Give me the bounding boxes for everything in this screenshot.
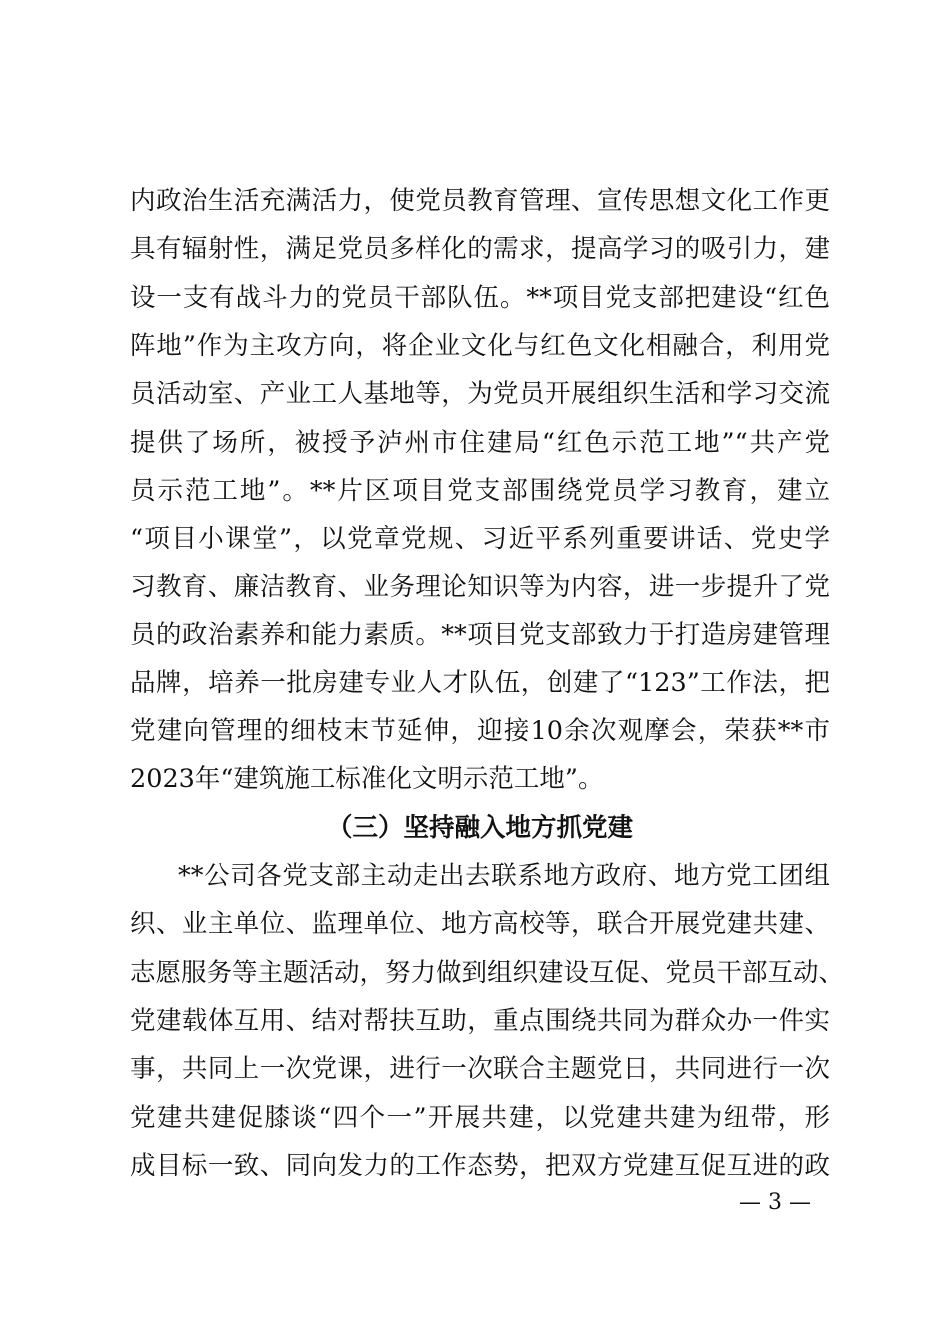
paragraph-line: 志愿服务等主题活动，努力做到组织建设互促、党员干部互动、 [130,958,845,988]
section-heading: （三）坚持融入地方抓党建 [326,813,633,843]
paragraph-line: “项目小课堂”，以党章党规、习近平系列重要讲话、党史学 [130,524,830,554]
paragraph-line: 党建向管理的细枝末节延伸，迎接10余次观摩会，荣获**市 [130,716,830,746]
paragraph-line: 员示范工地”。**片区项目党支部围绕党员学习教育，建立 [130,476,830,506]
paragraph-line: 党建共建促膝谈“四个一”开展共建，以党建共建为纽带，形 [130,1103,830,1133]
paragraph-line: 习教育、廉洁教育、业务理论知识等为内容，进一步提升了党 [130,572,830,602]
paragraph-line: 具有辐射性，满足党员多样化的需求，提高学习的吸引力，建 [130,234,830,264]
page-number: — 3 — [739,1190,811,1215]
paragraph-line: 成目标一致、同向发力的工作态势，把双方党建互促互进的政 [130,1151,830,1181]
paragraph-line: 织、业主单位、监理单位、地方高校等，联合开展党建共建、 [130,909,830,939]
paragraph-line: 阵地”作为主攻方向，将企业文化与红色文化相融合，利用党 [130,331,830,361]
paragraph-line: 设一支有战斗力的党员干部队伍。**项目党支部把建设“红色 [130,283,830,313]
paragraph-line: 提供了场所，被授予泸州市住建局“红色示范工地”“共产党 [130,428,830,458]
paragraph-line: 事，共同上一次党课，进行一次联合主题党日，共同进行一次 [130,1054,830,1084]
paragraph-line: 2023年“建筑施工标准化文明示范工地”。 [130,764,604,794]
paragraph-line: 党建载体互用、结对帮扶互助，重点围绕共同为群众办一件实 [130,1006,830,1036]
paragraph-line: **公司各党支部主动走出去联系地方政府、地方党工团组 [178,861,830,891]
paragraph-line: 内政治生活充满活力，使党员教育管理、宣传思想文化工作更 [130,186,830,216]
paragraph-line: 员的政治素养和能力素质。**项目党支部致力于打造房建管理 [130,620,830,650]
paragraph-line: 品牌，培养一批房建专业人才队伍，创建了“123”工作法，把 [130,668,830,698]
paragraph-line: 员活动室、产业工人基地等，为党员开展组织生活和学习交流 [130,379,830,409]
